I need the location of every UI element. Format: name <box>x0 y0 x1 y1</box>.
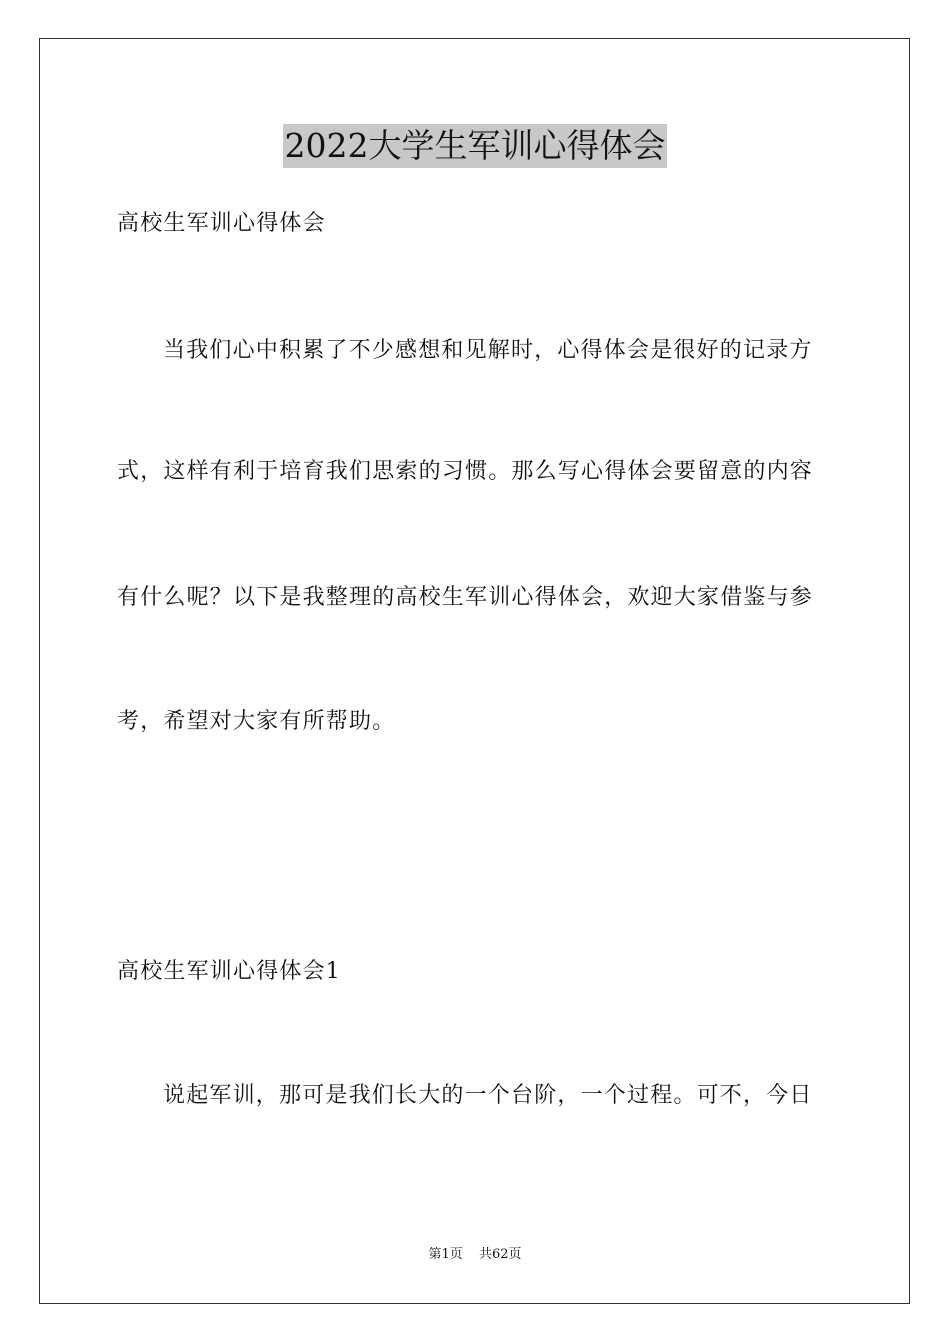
page-number: 第1页 <box>428 1247 463 1262</box>
paragraph-line: 说起军训，那可是我们长大的一个台阶，一个过程。可不，今日 <box>163 1083 813 1108</box>
page-footer <box>0 1246 950 1264</box>
paragraph-line: 有什么呢？以下是我整理的高校生军训心得体会，欢迎大家借鉴与参 <box>117 585 814 610</box>
document-subtitle: 高校生军训心得体会 <box>117 211 326 236</box>
section-heading: 高校生军训心得体会1 <box>117 959 341 984</box>
title-block <box>0 124 950 168</box>
document-title: 2022大学生军训心得体会 <box>283 124 668 168</box>
paragraph-line: 式，这样有利于培育我们思索的习惯。那么写心得体会要留意的内容 <box>117 459 814 484</box>
paragraph-line: 当我们心中积累了不少感想和见解时，心得体会是很好的记录方 <box>163 338 813 363</box>
page-total: 共62页 <box>478 1247 522 1262</box>
paragraph-line: 考，希望对大家有所帮助。 <box>117 709 396 734</box>
